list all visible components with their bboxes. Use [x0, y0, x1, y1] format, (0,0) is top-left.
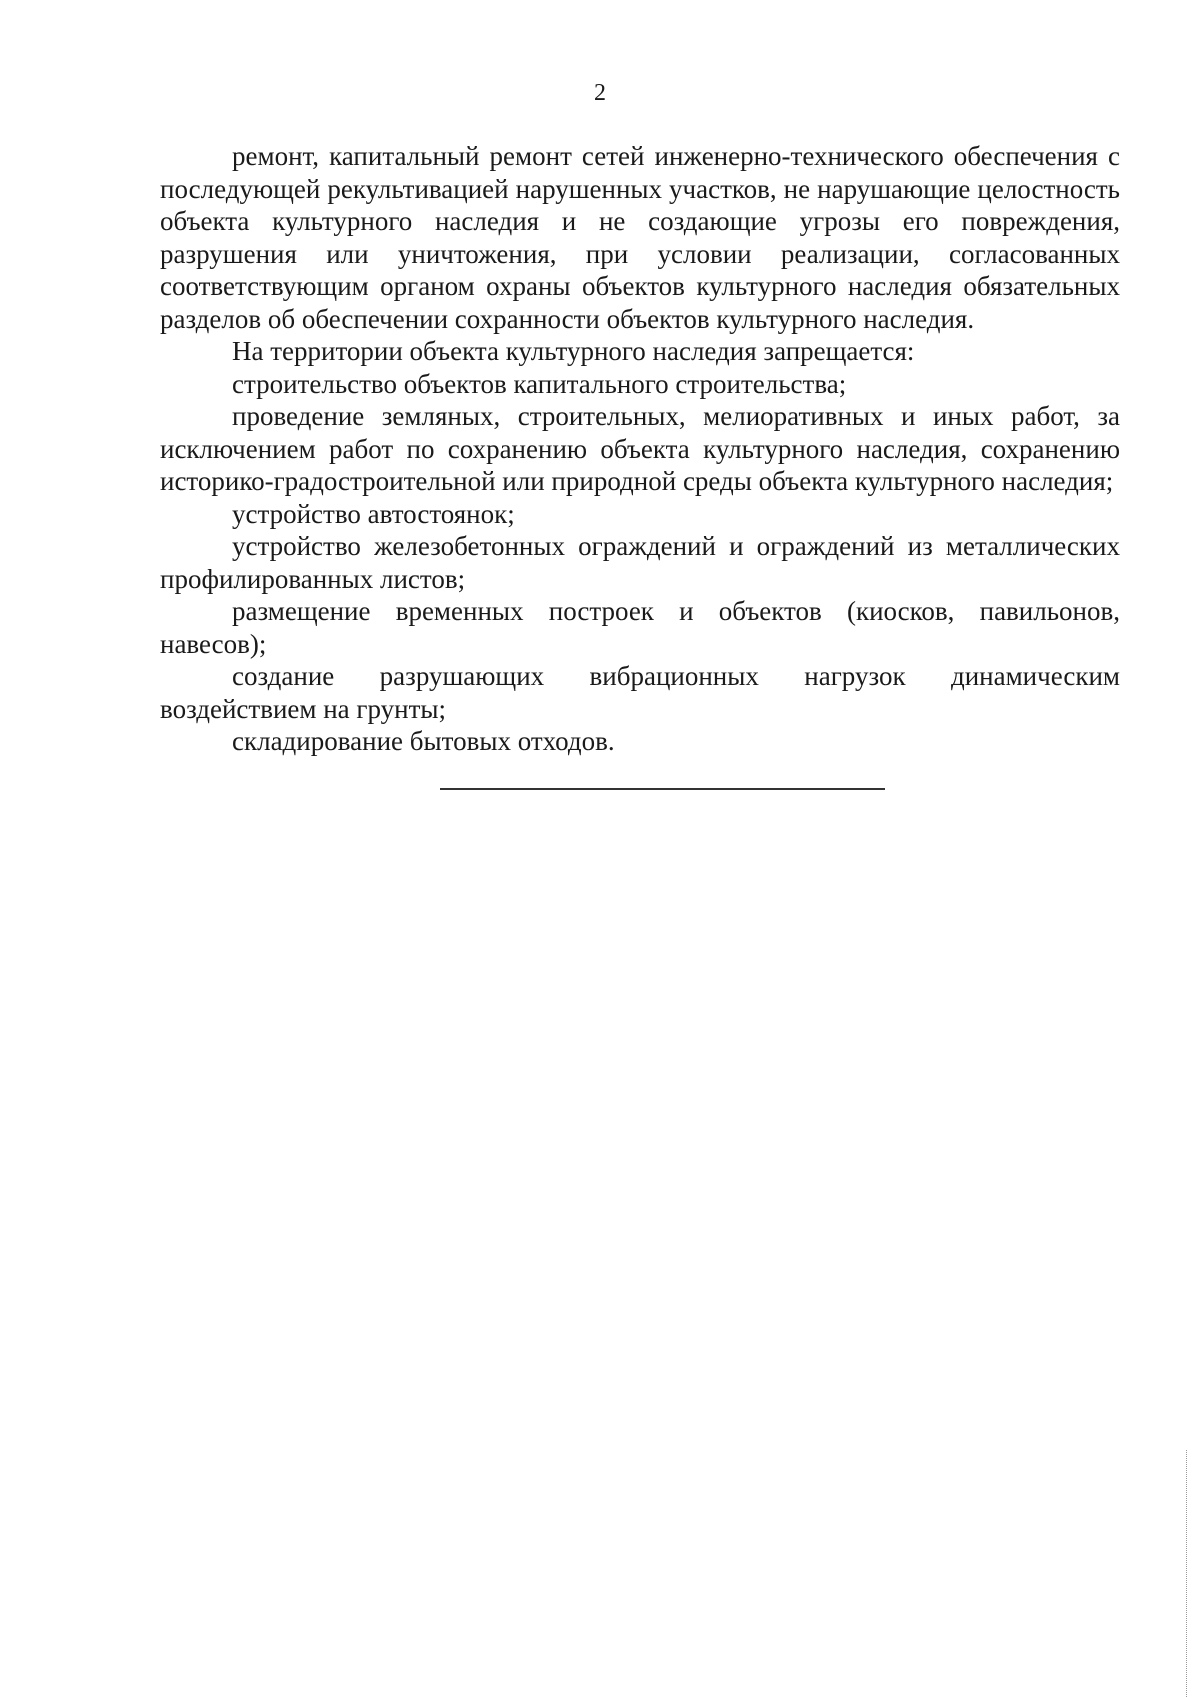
paragraph-prohibition-vibration: создание разрушающих вибрационных нагрузок динамическим воздействием на грунты; [160, 661, 1120, 724]
paragraph-prohibition-construction: строительство объектов капитального строительства; [232, 368, 847, 399]
paragraph-prohibition-fences: устройство железобетонных ограждений и ограждений из металлических профилированных листов; [160, 531, 1120, 594]
end-divider-line [440, 788, 885, 790]
paragraph-prohibition-earthworks: проведение земляных, строительных, мелиоративных и иных работ, за исключением работ по сохранению объекта культурного наследия, сохранению историко-градостроительной или природной среды объекта культурного наследия; [160, 401, 1120, 496]
document-body [160, 140, 1120, 758]
paragraph-prohibition-waste: складирование бытовых отходов. [232, 726, 615, 756]
scan-edge-mark [1186, 1450, 1187, 1697]
paragraph-prohibition-parking: устройство автостоянок; [232, 498, 515, 529]
page-number: 2 [594, 80, 606, 106]
paragraph-repair-continuation: ремонт, капитальный ремонт сетей инженерно-технического обеспечения с последующей рекультивацией нарушенных участков, не нарушающие целостность объекта культурного наследия и не создающие угрозы его повреждения, разрушения или уничтожения, при условии реализации, согласованных соответствующим органом охраны объектов культурного наследия обязательных разделов об обеспечении сохранности объектов культурного наследия. [160, 141, 1120, 334]
paragraph-prohibitions-heading: На территории объекта культурного наследия запрещается: [232, 336, 915, 366]
paragraph-prohibition-temporary-buildings: размещение временных построек и объектов (киосков, павильонов, навесов); [160, 596, 1120, 659]
